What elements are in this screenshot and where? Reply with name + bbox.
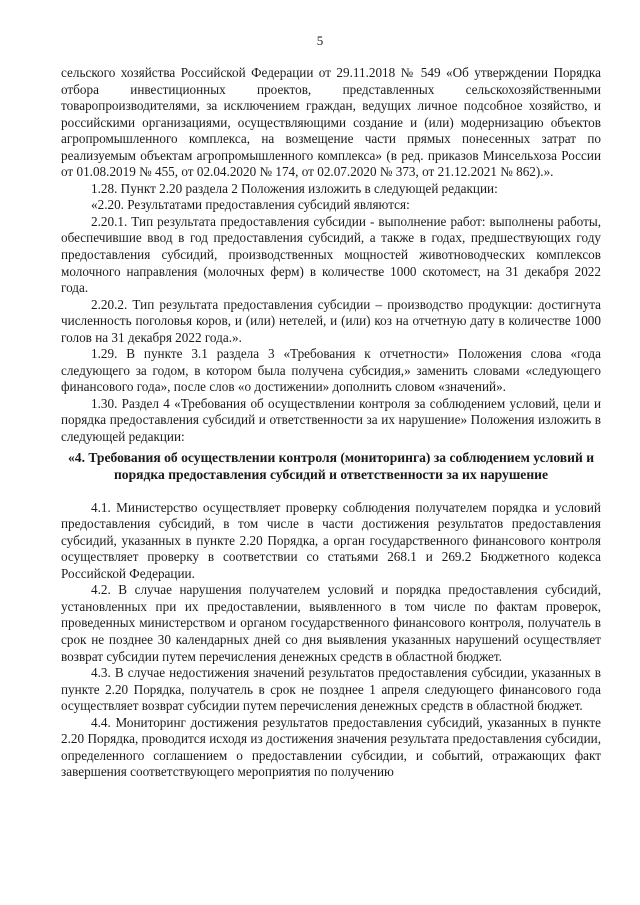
document-body bbox=[61, 65, 601, 781]
page-number: 5 bbox=[316, 33, 324, 48]
paragraph-2-20-2: 2.20.2. Тип результата предоставления субсидии – производство продукции: достигнута численность поголовья коров, и (или) нетелей, и (или) коз на отчетную дату в количестве 1000 голов на 31 декабря 2022 года.». bbox=[61, 296, 601, 345]
paragraph-4-4: 4.4. Мониторинг достижения результатов предоставления субсидий, указанных в пункте 2.20 Порядка, проводится исходя из достижения значения результата предоставления субсидии, определенного соглашением о предоставлении субсидии, и событий, отражающих факт завершения соответствующего мероприятия по получению bbox=[61, 714, 601, 780]
paragraph-4-1: 4.1. Министерство осуществляет проверку соблюдения получателем порядка и условий предоставления субсидий, в том числе в части достижения результатов предоставления субсидий, указанных в пункте 2.20 Порядка, а орган государственного финансового контроля осуществляет проверку в соответствии со статьями 268.1 и 269.2 Бюджетного кодекса Российской Федерации. bbox=[61, 499, 601, 581]
paragraph-1-30: 1.30. Раздел 4 «Требования об осуществлении контроля за соблюдением условий, цели и порядка предоставления субсидий и ответственности за их нарушение» Положения изложить в следующей редакции: bbox=[61, 395, 601, 445]
paragraph-4-3: 4.3. В случае недостижения значений результатов предоставления субсидии, указанных в пункте 2.20 Порядка, получатель в срок не позднее 1 апреля следующего финансового года осуществляет возврат субсидии путем перечисления денежных средств в областной бюджет. bbox=[61, 665, 601, 714]
paragraph-4-2: 4.2. В случае нарушения получателем условий и порядка предоставления субсидий, установленных при их предоставлении, выявленного в том числе по фактам проверок, проведенных министерством и органом государственного финансового контроля, получатель в срок не позднее 30 календарных дней со дня выявления указанных нарушений осуществляет возврат субсидии путем перечисления денежных средств в областной бюджет. bbox=[61, 582, 601, 664]
paragraph-1-29: 1.29. В пункте 3.1 раздела 3 «Требования к отчетности» Положения слова «года следующего за годом, в котором была получена субсидия,» заменить словами «следующего финансового года», после слов «о достижении» дополнить словом «значений». bbox=[61, 346, 601, 395]
paragraph-continuation: сельского хозяйства Российской Федерации от 29.11.2018 № 549 «Об утверждении Порядка отбора инвестиционных проектов, представленных сельскохозяйственными товаропроизводителями, за исключением граждан, ведущих личное подсобное хозяйство, и российскими организациями, осуществляющими создание и (или) модернизацию объектов агропромышленного комплекса, на возмещение части прямых понесенных затрат по реализуемым объектам агропромышленного комплекса» (в ред. приказов Минсельхоза России от 01.08.2019 № 455, от 02.04.2020 № 174, от 02.07.2020 № 373, от 21.12.2021 № 862).». bbox=[61, 65, 601, 180]
paragraph-2-20-1: 2.20.1. Тип результата предоставления субсидии - выполнение работ: выполнены работы, обеспечившие ввод в год предоставления субсидий, а также в годах, предшествующих году предоставления субсидий, производственных мощностей животноводческих комплексов молочного направления (молочных ферм) в количестве 1000 скотомест, на 31 декабря 2022 года. bbox=[61, 213, 601, 296]
paragraph-2-20: «2.20. Результатами предоставления субсидий являются: bbox=[91, 197, 410, 213]
section-4-heading: «4. Требования об осуществлении контроля (мониторинга) за соблюдением условий и порядка предоставления субсидий и ответственности за их нарушение bbox=[67, 449, 595, 482]
paragraph-1-28: 1.28. Пункт 2.20 раздела 2 Положения изложить в следующей редакции: bbox=[91, 180, 498, 196]
